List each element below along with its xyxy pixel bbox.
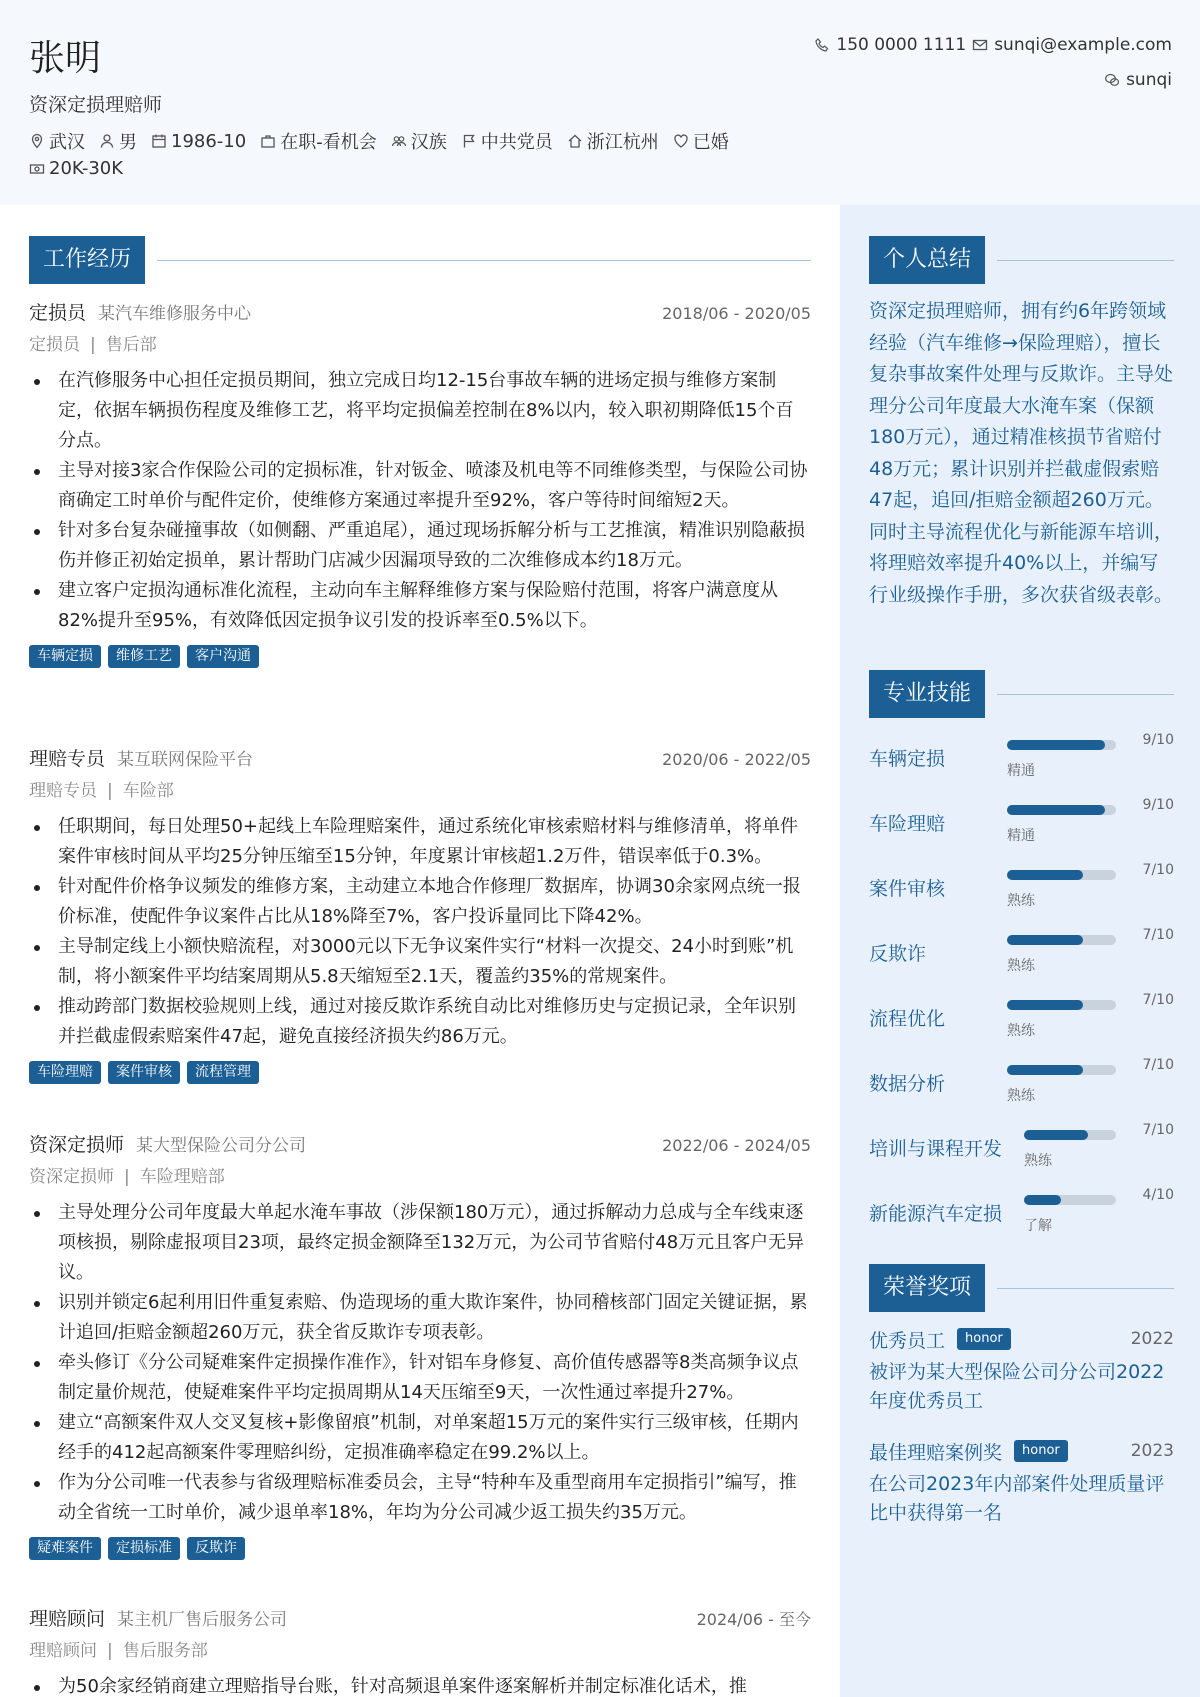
- job-bullet: 推动跨部门数据校验规则上线，通过对接反欺诈系统自动比对维修历史与定损记录，全年识别并拦截虚假索赔案件47起，避免直接经济损失约86万元。: [29, 992, 811, 1052]
- home-icon: [567, 133, 583, 149]
- wechat-icon: [1104, 72, 1120, 88]
- info-party-text: 中共党员: [480, 132, 553, 153]
- calendar-icon: [151, 133, 167, 149]
- honor-badge: honor: [957, 1328, 1011, 1350]
- info-salary-text: 20K-30K: [49, 158, 124, 179]
- skill-name: 车辆定损: [869, 748, 946, 770]
- skill-bar-fill: [1024, 1130, 1088, 1140]
- skill-tag: 车险理赔: [29, 1061, 101, 1084]
- skill-bar-fill: [1007, 1000, 1083, 1010]
- job-company: 某主机厂售后服务公司: [117, 1610, 288, 1630]
- skill-item: [869, 797, 1174, 865]
- job-dept: 售后服务部: [122, 1641, 208, 1661]
- location-icon: [29, 133, 45, 149]
- job-subline: 理赔专员 | 车险部: [29, 781, 174, 801]
- summary-section-divider: [997, 260, 1174, 261]
- info-birth-text: 1986-10: [171, 130, 247, 152]
- honor-name: 优秀员工: [869, 1329, 946, 1352]
- info-status-text: 在职-看机会: [280, 132, 377, 153]
- job-date: 2024/06 - 至今: [696, 1610, 811, 1629]
- job-entry: [29, 1130, 811, 1560]
- job-header: [29, 1130, 811, 1158]
- job-bullet: 主导处理分公司年度最大单起水淹车事故（涉保额180万元），通过拆解动力总成与全车线束逐项核损，剔除虚报项目23项，最终定损金额降至132万元，为公司节省赔付48万元且客户无异议。: [29, 1198, 811, 1288]
- job-company: 某汽车维修服务中心: [98, 304, 252, 324]
- honor-year: 2023: [1130, 1441, 1174, 1461]
- skill-name: 车险理赔: [869, 813, 946, 835]
- job-bullet: 作为分公司唯一代表参与省级理赔标准委员会，主导“特种车及重型商用车定损指引”编写，推动全省统一工时单价，减少退单率18%，年均为分公司减少返工损失约35万元。: [29, 1468, 811, 1528]
- info-status: [260, 128, 377, 154]
- skill-name: 案件审核: [869, 878, 946, 900]
- honor-item: [869, 1436, 1174, 1528]
- skill-bar-fill: [1007, 740, 1105, 750]
- skill-level: 精通: [1007, 828, 1035, 844]
- job-bullet: 识别并锁定6起利用旧件重复索赔、伪造现场的重大欺诈案件，协同稽核部门固定关键证据，累计追回/拒赔金额超260万元，获全省反欺诈专项表彰。: [29, 1288, 811, 1348]
- skill-bar: [1007, 1065, 1116, 1075]
- skill-tag: 维修工艺: [108, 645, 180, 668]
- flag-icon: [461, 133, 477, 149]
- job-subline: 资深定损师 | 车险理赔部: [29, 1167, 225, 1187]
- money-icon: [29, 161, 45, 177]
- skill-bar-fill: [1007, 1065, 1083, 1075]
- skill-tag: 疑难案件: [29, 1537, 101, 1560]
- skill-tag: 客户沟通: [187, 645, 259, 668]
- info-party: [461, 128, 553, 154]
- skills-section-header: [869, 670, 1174, 718]
- job-bullet: 主导对接3家合作保险公司的定损标准，针对钣金、喷漆及机电等不同维修类型，与保险公司协商确定工时单价与配件定价，使维修方案通过率提升至92%，客户等待时间缩短2天。: [29, 456, 811, 516]
- honor-header: [869, 1436, 1174, 1466]
- job-date: 2020/06 - 2022/05: [662, 750, 811, 769]
- job-bullet: 建立客户定损沟通标准化流程，主动向车主解释维修方案与保险赔付范围，将客户满意度从82%提升至95%，有效降低因定损争议引发的投诉率至0.5%以下。: [29, 576, 811, 636]
- briefcase-icon: [260, 133, 276, 149]
- skill-name: 新能源汽车定损: [869, 1203, 1003, 1225]
- job-role: 资深定损师: [29, 1134, 125, 1156]
- info-marital-text: 已婚: [692, 132, 729, 153]
- job-header: [29, 744, 811, 772]
- mail-icon: [972, 37, 988, 53]
- honors-section-header: [869, 1264, 1174, 1312]
- skill-level: 熟练: [1007, 893, 1035, 909]
- info-marital: [673, 128, 729, 154]
- skill-score: 4/10: [1142, 1187, 1174, 1203]
- job-entry: [29, 298, 811, 668]
- skill-bar: [1007, 935, 1116, 945]
- wechat-row: [1104, 70, 1172, 90]
- job-company: 某互联网保险平台: [117, 750, 254, 770]
- skill-level: 熟练: [1007, 958, 1035, 974]
- job-bullet: 建立“高额案件双人交叉复核+影像留痕”机制，对单案超15万元的案件实行三级审核，任期内经手的412起高额案件零理赔纠纷，定损准确率稳定在99.2%以上。: [29, 1408, 811, 1468]
- skill-level: 熟练: [1007, 1023, 1035, 1039]
- job-bullets: [29, 812, 811, 1052]
- skill-item: [869, 992, 1174, 1060]
- job-bullets: [29, 1198, 811, 1528]
- job-header: [29, 298, 811, 326]
- summary-section-title: 个人总结: [869, 236, 985, 284]
- candidate-title: 资深定损理赔师: [29, 94, 163, 116]
- wechat-text[interactable]: sunqi: [1126, 70, 1172, 90]
- job-date: 2022/06 - 2024/05: [662, 1136, 811, 1155]
- skill-tag: 反欺诈: [187, 1537, 245, 1560]
- skill-item: [869, 1122, 1174, 1190]
- skill-bar: [1007, 805, 1116, 815]
- work-section-title: 工作经历: [29, 236, 145, 284]
- skill-score: 7/10: [1142, 1122, 1174, 1138]
- job-subrole: 定损员: [29, 335, 80, 355]
- skill-bar: [1024, 1130, 1116, 1140]
- job-tags: [29, 1537, 811, 1560]
- skills-section-title: 专业技能: [869, 670, 985, 718]
- honor-description: 在公司2023年内部案件处理质量评比中获得第一名: [869, 1473, 1165, 1524]
- skill-name: 反欺诈: [869, 943, 927, 965]
- job-tags: [29, 645, 811, 668]
- job-role: 定损员: [29, 302, 87, 324]
- email-text[interactable]: sunqi@example.com: [994, 35, 1172, 55]
- job-subrole: 理赔顾问: [29, 1641, 97, 1661]
- skill-level: 熟练: [1024, 1153, 1052, 1169]
- honor-description: 被评为某大型保险公司分公司2022年度优秀员工: [869, 1361, 1165, 1412]
- skill-item: [869, 927, 1174, 995]
- skill-level: 了解: [1024, 1218, 1052, 1234]
- job-dept: 售后部: [105, 335, 157, 355]
- resume-header: [0, 0, 1200, 205]
- honor-item: [869, 1324, 1174, 1416]
- person-icon: [99, 133, 115, 149]
- phone-text[interactable]: 150 0000 1111: [836, 35, 967, 55]
- skill-bar-fill: [1007, 870, 1083, 880]
- job-bullet: 针对多台复杂碰撞事故（如侧翻、严重追尾），通过现场拆解分析与工艺推演，精准识别隐蔽损伤并修正初始定损单，累计帮助门店减少因漏项导致的二次维修成本约18万元。: [29, 516, 811, 576]
- job-subrole: 理赔专员: [29, 781, 97, 801]
- skill-score: 7/10: [1142, 862, 1174, 878]
- job-bullet: 为50余家经销商建立理赔指导台账，针对高频退单案件逐案解析并制定标准化话术，推: [29, 1672, 811, 1697]
- skill-item: [869, 732, 1174, 800]
- job-subrole: 资深定损师: [29, 1167, 114, 1187]
- job-role: 理赔顾问: [29, 1608, 106, 1630]
- info-gender: [99, 128, 137, 154]
- job-dept: 车险理赔部: [139, 1167, 225, 1187]
- skill-tag: 案件审核: [108, 1061, 180, 1084]
- honor-header: [869, 1324, 1174, 1354]
- summary-section-header: [869, 236, 1174, 284]
- personal-info-row: [29, 128, 729, 154]
- job-bullet: 针对配件价格争议频发的维修方案，主动建立本地合作修理厂数据库，协调30余家网点统一报价标准，使配件争议案件占比从18%降至7%，客户投诉量同比下降42%。: [29, 872, 811, 932]
- honors-section-title: 荣誉奖项: [869, 1264, 985, 1312]
- skill-tag: 流程管理: [187, 1061, 259, 1084]
- info-hometown: [567, 128, 659, 154]
- job-dept: 车险部: [122, 781, 174, 801]
- info-birth: [151, 131, 246, 152]
- job-bullets: [29, 366, 811, 636]
- info-ethnicity: [391, 128, 447, 154]
- skill-bar-fill: [1007, 805, 1105, 815]
- skill-level: 精通: [1007, 763, 1035, 779]
- honor-name: 最佳理赔案例奖: [869, 1441, 1003, 1464]
- skill-bar-fill: [1024, 1195, 1061, 1205]
- job-bullets: [29, 1672, 811, 1697]
- job-bullet: 牵头修订《分公司疑难案件定损操作准作》，针对铝车身修复、高价值传感器等8类高频争议点制定量价规范，使疑难案件平均定损周期从14天压缩至9天，一次性通过率提升27%。: [29, 1348, 811, 1408]
- skill-score: 9/10: [1142, 797, 1174, 813]
- skill-score: 7/10: [1142, 992, 1174, 1008]
- info-salary: [29, 158, 123, 179]
- honor-year: 2022: [1130, 1329, 1174, 1349]
- info-city-text: 武汉: [49, 132, 85, 153]
- skill-bar: [1007, 870, 1116, 880]
- job-tags: [29, 1061, 811, 1084]
- skill-bar: [1007, 740, 1116, 750]
- job-role: 理赔专员: [29, 748, 106, 770]
- work-section-divider: [157, 260, 811, 261]
- job-date: 2018/06 - 2020/05: [662, 304, 811, 323]
- job-bullet: 在汽修服务中心担任定损员期间，独立完成日均12-15台事故车辆的进场定损与维修方案制定，依据车辆损伤程度及维修工艺，将平均定损偏差控制在8%以内，较入职初期降低15个百分点。: [29, 366, 811, 456]
- job-bullet: 主导制定线上小额快赔流程，对3000元以下无争议案件实行“材料一次提交、24小时到账”机制，将小额案件平均结案周期从5.8天缩短至2.1天，覆盖约35%的常规案件。: [29, 932, 811, 992]
- skill-name: 数据分析: [869, 1073, 946, 1095]
- skill-score: 7/10: [1142, 1057, 1174, 1073]
- skill-bar: [1007, 1000, 1116, 1010]
- honor-badge: honor: [1014, 1440, 1068, 1462]
- skill-item: [869, 862, 1174, 930]
- phone-icon: [814, 37, 830, 53]
- summary-text: 资深定损理赔师，拥有约6年跨领域经验（汽车维修→保险理赔），擅长复杂事故案件处理与反欺诈。主导处理分公司年度最大水淹车案（保额180万元），通过精准核损节省赔付48万元；累计识别并拦截虚假索赔47起，追回/拒赔金额超260万元。同时主导流程优化与新能源车培训，将理赔效率提升40%以上，并编写行业级操作手册，多次获省级表彰。: [869, 300, 1174, 606]
- info-hometown-text: 浙江杭州: [586, 132, 659, 153]
- skill-name: 流程优化: [869, 1008, 946, 1030]
- skill-item: [869, 1187, 1174, 1255]
- skill-score: 9/10: [1142, 732, 1174, 748]
- job-header: [29, 1604, 811, 1632]
- work-section-header: [29, 236, 811, 284]
- skill-tag: 定损标准: [108, 1537, 180, 1560]
- job-bullet: 任职期间，每日处理50+起线上车险理赔案件，通过系统化审核索赔材料与维修清单，将单件案件审核时间从平均25分钟压缩至15分钟，年度累计审核超1.2万件，错误率低于0.3%。: [29, 812, 811, 872]
- skills-section-divider: [997, 694, 1174, 695]
- skill-tag: 车辆定损: [29, 645, 101, 668]
- heart-icon: [673, 133, 689, 149]
- honors-section-divider: [997, 1288, 1174, 1289]
- salary-row: [29, 158, 123, 179]
- skill-level: 熟练: [1007, 1088, 1035, 1104]
- contact-row: [814, 35, 1172, 55]
- info-gender-text: 男: [119, 132, 137, 153]
- job-entry: [29, 744, 811, 1084]
- info-city: [29, 128, 85, 154]
- skill-name: 培训与课程开发: [869, 1138, 1003, 1160]
- job-subline: 理赔顾问 | 售后服务部: [29, 1641, 208, 1661]
- skill-bar-fill: [1007, 935, 1083, 945]
- job-subline: 定损员 | 售后部: [29, 335, 157, 355]
- info-ethnicity-text: 汉族: [410, 132, 447, 153]
- skill-item: [869, 1057, 1174, 1125]
- skill-score: 7/10: [1142, 927, 1174, 943]
- job-company: 某大型保险公司分公司: [136, 1136, 307, 1156]
- candidate-name: 张明: [29, 38, 102, 79]
- skill-bar: [1024, 1195, 1116, 1205]
- job-entry: [29, 1604, 811, 1697]
- group-icon: [391, 133, 407, 149]
